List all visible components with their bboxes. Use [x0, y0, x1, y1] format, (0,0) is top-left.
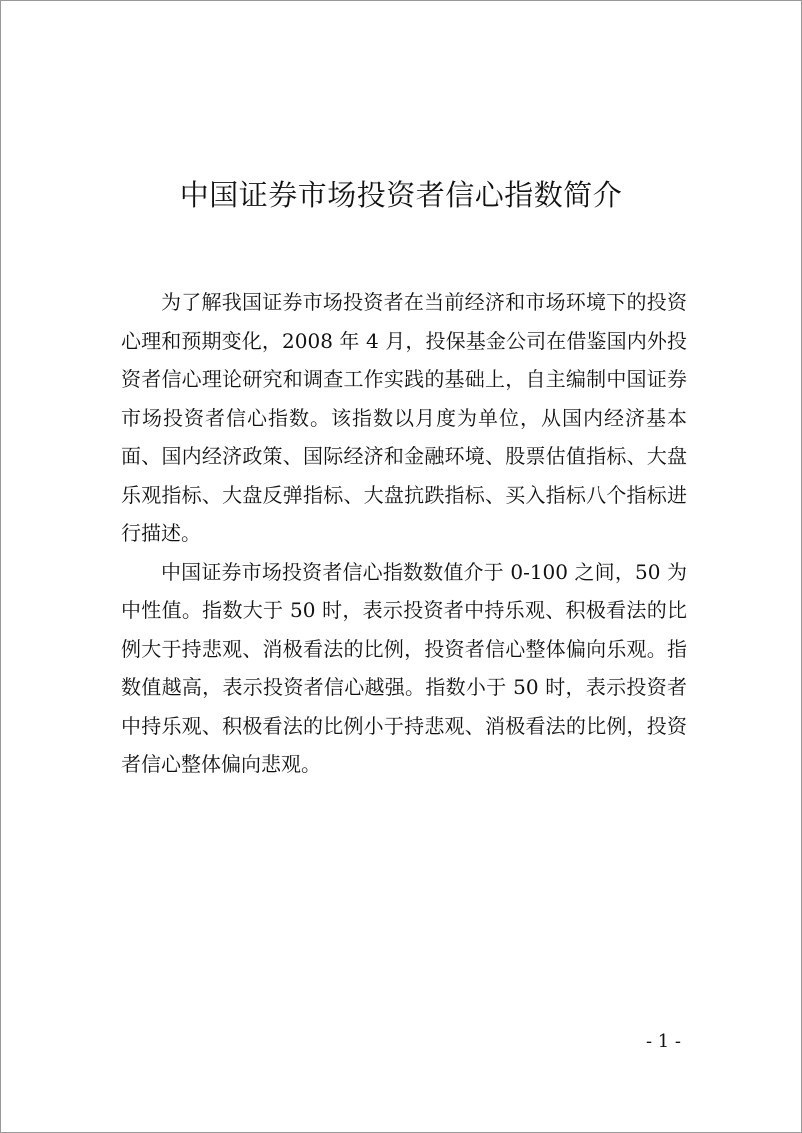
page-title: 中国证券市场投资者信心指数简介	[179, 178, 623, 212]
paragraph-introduction: 为了解我国证券市场投资者在当前经济和市场环境下的投资心理和预期变化，2008 年 4 月，投保基金公司在借鉴国内外投资者信心理论研究和调查工作实践的基础上，自主编制中国证券市场投资者信心指数。该指数以月度为单位，从国内经济基本面、国内经济政策、国际经济和金融环境、股票估值指标、大盘乐观指标、大盘反弹指标、大盘抗跌指标、买入指标八个指标进行描述。	[121, 290, 687, 545]
document-body	[121, 283, 687, 784]
paragraph-index-range: 中国证券市场投资者信心指数数值介于 0-100 之间，50 为中性值。指数大于 50 时，表示投资者中持乐观、积极看法的比例大于持悲观、消极看法的比例，投资者信心整体偏向乐观。指数值越高，表示投资者信心越强。指数小于 50 时，表示投资者中持乐观、积极看法的比例小于持悲观、消极看法的比例，投资者信心整体偏向悲观。	[121, 559, 687, 776]
page-number: - 1 -	[645, 1031, 681, 1052]
